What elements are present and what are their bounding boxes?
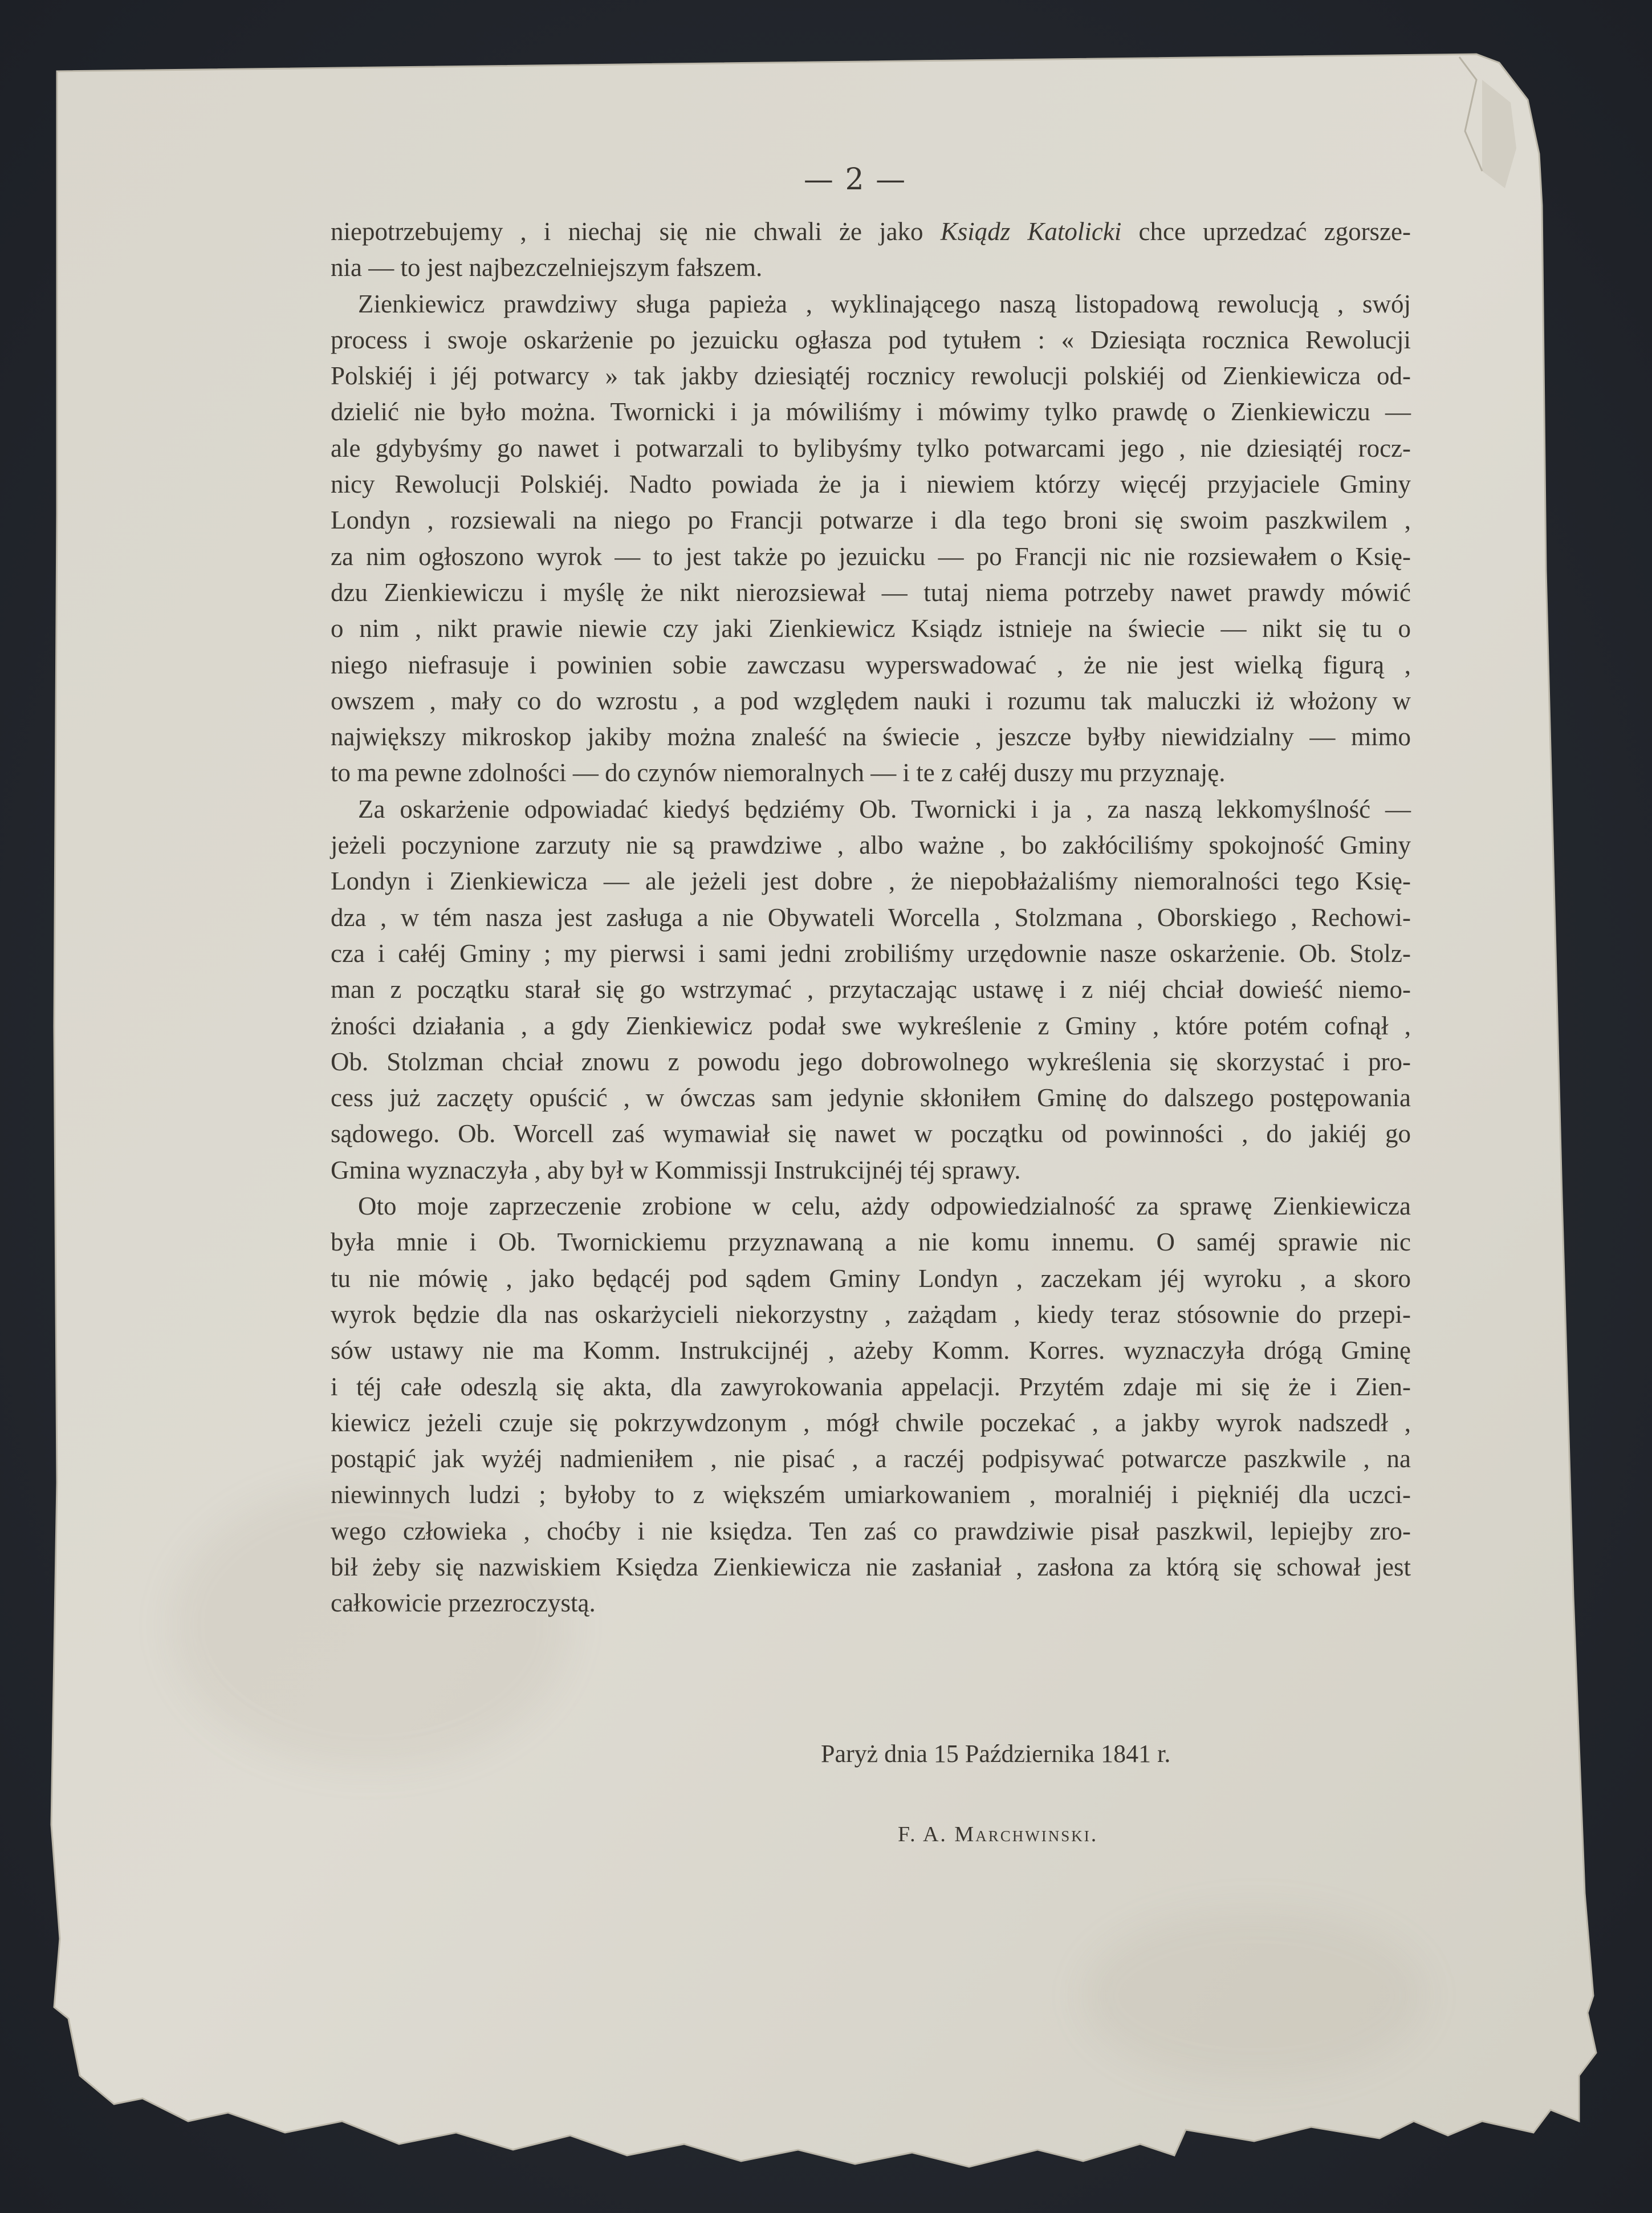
text-run: sądowego. Ob. Worcell zaś wymawiał się nawet w początku od powinności , do jakiéj go [331,1119,1411,1148]
text-line [331,863,1411,899]
text-run: Londyn , rozsiewali na niego po Francji potwarze i dla tego broni się swoim paszkwilem , [331,506,1411,535]
text-run: Ob. Stolzman chciał znowu z powodu jego dobrowolnego wykreślenia się skorzystać i pro- [331,1047,1411,1076]
text-run: to ma pewne zdolności — do czynów niemoralnych — i te z całéj duszy mu przyznaję. [331,758,1226,787]
text-line [331,1224,1411,1260]
text-line [331,214,1411,250]
text-line [331,972,1411,1008]
text-line [331,1405,1411,1441]
text-run: niego niefrasuje i powinien sobie zawczasu wyperswadować , że nie jest wielką figurą , [331,650,1411,679]
text-run: za nim ogłoszono wyrok — to jest także po jezuicku — po Francji nic nie rozsiewałem o Księ- [331,542,1411,571]
text-run: jeżeli poczynione zarzuty nie są prawdziwe , albo ważne , bo zakłóciliśmy spokojność Gminy [331,831,1411,860]
text-line [331,755,1411,791]
text-run: man z początku starał się go wstrzymać , przytaczając ustawę i z niéj chciał dowieść niemo- [331,975,1411,1004]
text-line [331,683,1411,719]
text-run: o nim , nikt prawie niewie czy jaki Zienkiewicz Ksiądz istnieje na świecie — nikt się tu o [331,614,1411,643]
text-line [331,394,1411,430]
text-run: nia — to jest najbezczelniejszym fałszem. [331,253,763,282]
text-line [331,647,1411,683]
text-line [331,1369,1411,1405]
text-run: żności działania , a gdy Zienkiewicz podał swe wykreślenie z Gminy , które potém cofnął , [331,1011,1411,1040]
text-run: Londyn i Zienkiewicza — ale jeżeli jest dobre , że niepobłażaliśmy niemoralności tego Księ- [331,867,1411,896]
text-line [331,1080,1411,1116]
text-line [331,575,1411,611]
text-line [331,539,1411,575]
text-run: cess już zaczęty opuścić , w ówczas sam jedynie skłoniłem Gminę do dalszego postępowania [331,1083,1411,1112]
text-line [331,1044,1411,1080]
text-run: największy mikroskop jakiby można znaleść na świecie , jeszcze byłby niewidzialny — mimo [331,722,1411,752]
text-line [331,900,1411,936]
text-run: Oto moje zaprzeczenie zrobione w celu, ażdy odpowiedzialność za sprawę Zienkiewicza [358,1192,1411,1221]
text-line [331,1261,1411,1297]
text-run: dza , w tém nasza jest zasługa a nie Obywateli Worcella , Stolzmana , Oborskiego , Rechowi- [331,903,1411,932]
text-line [331,1188,1411,1224]
text-line [331,1116,1411,1152]
paper-stain [1083,1910,1425,2081]
text-line [331,1549,1411,1585]
page-number: — 2 — [803,163,907,197]
text-line [331,250,1411,286]
text-line [331,1333,1411,1369]
text-line [331,936,1411,972]
text-run: process i swoje oskarżenie po jezuicku ogłasza pod tytułem : « Dziesiąta rocznica Rewolucji [331,325,1411,354]
text-run: bił żeby się nazwiskiem Księdza Zienkiewicza nie zasłaniał , zasłona za którą się schował jest [331,1552,1411,1581]
text-line [331,1513,1411,1549]
text-line [331,322,1411,358]
text-line [331,791,1411,827]
text-run: sów ustawy nie ma Komm. Instrukcijnéj , ażeby Komm. Korres. wyznaczyła drógą Gminę [331,1336,1411,1365]
text-run: postąpić jak wyżéj nadmieniłem , nie pisać , a raczéj podpisywać potwarcze paszkwile , na [331,1444,1411,1473]
text-run: wego człowieka , choćby i nie księdza. Ten zaś co prawdziwie pisał paszkwil, lepiejby zro- [331,1516,1411,1545]
text-run: Zienkiewicz prawdziwy sługa papieża , wyklinającego naszą listopadową rewolucją , swój [358,289,1411,318]
text-run: owszem , mały co do wzrostu , a pod względem nauki i rozumu tak maluczki iż włożony w [331,686,1411,715]
text-run: była mnie i Ob. Twornickiemu przyznawaną a nie komu innemu. O saméj sprawie nic [331,1228,1411,1257]
text-run: dzielić nie było można. Twornicki i ja mówiliśmy i mówimy tylko prawdę o Zienkiewiczu — [331,397,1411,427]
signature: F. A. Marchwinski. [898,1822,1098,1846]
text-line [331,1441,1411,1477]
text-run: i téj całe odeszlą się akta, dla zawyrokowania appelacji. Przytém zdaje mi się że i Zien- [331,1372,1411,1401]
italic-text-run: Ksiądz Katolicki [940,217,1122,246]
text-line [331,466,1411,502]
text-run: dzu Zienkiewiczu i myślę że nikt nierozsiewał — tutaj niema potrzeby nawet prawdy mówić [331,578,1411,607]
text-line [331,431,1411,466]
text-line [331,1008,1411,1044]
text-run: Za oskarżenie odpowiadać kiedyś będziémy Ob. Twornicki i ja , za naszą lekkomyślność — [358,794,1411,823]
text-line [331,286,1411,322]
document-body [331,214,1411,1622]
text-run: wyrok będzie dla nas oskarżycieli niekorzystny , zażądam , kiedy teraz stósownie do przepi- [331,1300,1411,1329]
text-line [331,1477,1411,1513]
text-line [331,719,1411,755]
text-run: całkowicie przezroczystą. [331,1589,596,1618]
text-line [331,1297,1411,1333]
date-line: Paryż dnia 15 Października 1841 r. [821,1740,1171,1768]
text-run: Gmina wyznaczyła , aby był w Kommissji Instrukcijnéj téj sprawy. [331,1155,1021,1184]
text-run: nicy Rewolucji Polskiéj. Nadto powiada że ja i niewiem którzy więcéj przyjaciele Gminy [331,470,1411,499]
text-run: chce uprzedzać zgorsze- [1121,217,1411,246]
text-run: kiewicz jeżeli czuje się pokrzywdzonym , mógł chwile poczekać , a jakby wyrok nadszedł , [331,1408,1411,1437]
text-line [331,1152,1411,1188]
text-run: ale gdybyśmy go nawet i potwarzali to bylibyśmy tylko potwarcami jego , nie dziesiątéj rocz- [331,433,1411,462]
text-run: cza i całéj Gminy ; my pierwsi i sami jedni zrobiliśmy urzędownie nasze oskarżenie. Ob. Stolz- [331,939,1411,968]
text-run: niepotrzebujemy , i niechaj się nie chwali że jako [331,217,941,246]
text-run: tu nie mówię , jako będącéj pod sądem Gminy Londyn , zaczekam jéj wyroku , a skoro [331,1264,1411,1293]
text-line [331,502,1411,538]
text-line [331,358,1411,394]
text-line [331,827,1411,863]
text-run: Polskiéj i jéj potwarcy » tak jakby dziesiątéj rocznicy rewolucji polskiéj od Zienkiewicza od- [331,362,1411,391]
text-line [331,1585,1411,1621]
text-line [331,611,1411,647]
text-run: niewinnych ludzi ; byłoby to z większém umiarkowaniem , moralniéj i piękniéj dla uczci- [331,1480,1411,1509]
